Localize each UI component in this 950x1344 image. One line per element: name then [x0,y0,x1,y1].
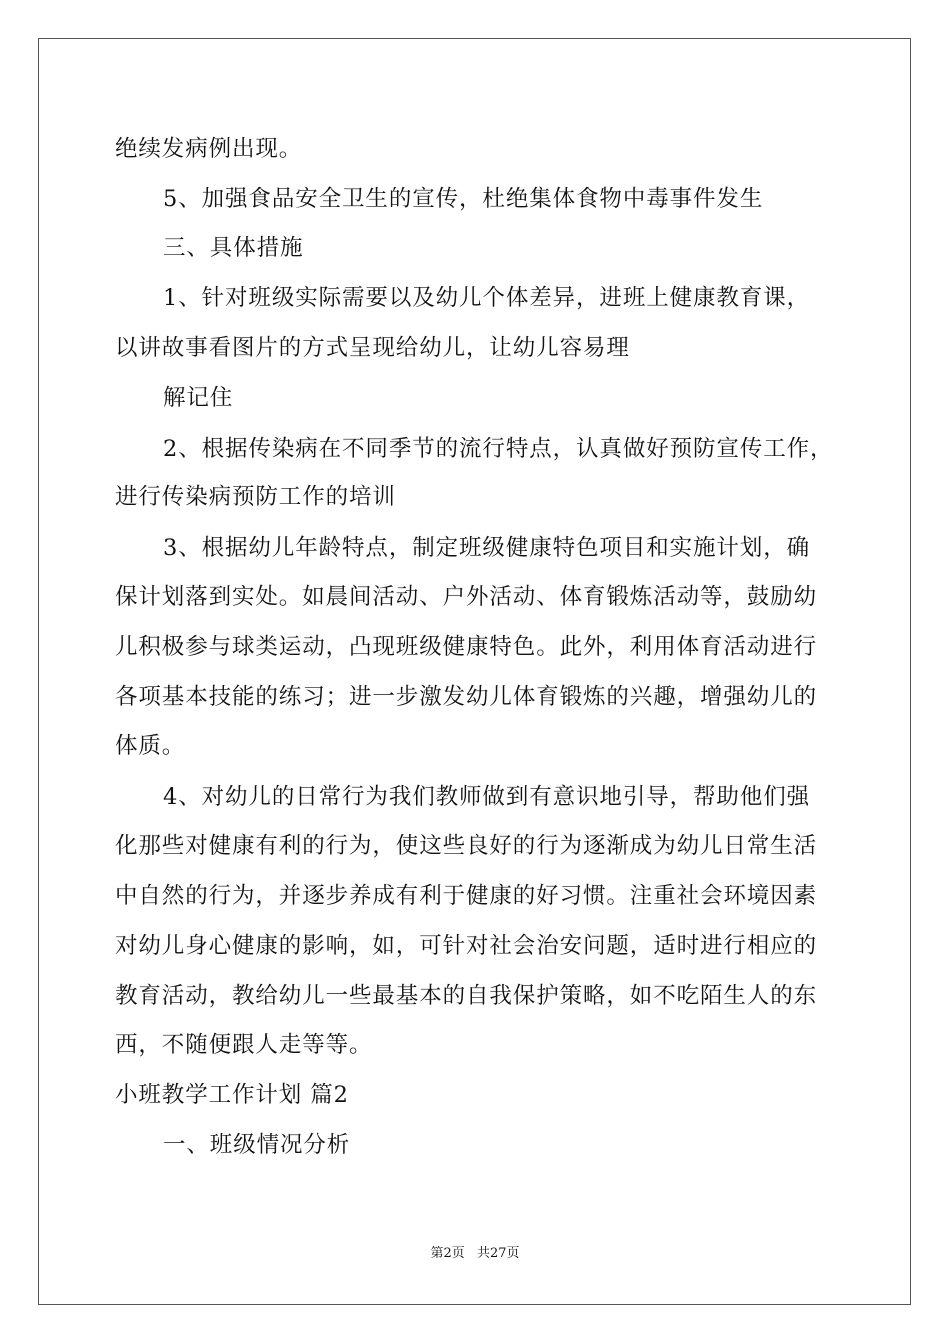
page-footer [0,1246,950,1262]
section-heading: 一、班级情况分析 [163,1132,351,1158]
paragraph-line: 解记住 [163,385,234,411]
total-pages: 共27页 [476,1246,520,1261]
paragraph-line: 4、对幼儿的日常行为我们教师做到有意识地引导，帮助他们强 [163,784,811,810]
paragraph-line: 5、加强食品安全卫生的宣传，杜绝集体食物中毒事件发生 [163,186,764,212]
page-border [38,38,911,1305]
paragraph-line: 2、根据传染病在不同季节的流行特点，认真做好预防宣传工作， [163,436,834,462]
paragraph-line: 体质。 [115,733,186,759]
paragraph-line: 以讲故事看图片的方式呈现给幼儿，让幼儿容易理 [115,335,630,361]
paragraph-line: 3、根据幼儿年龄特点，制定班级健康特色项目和实施计划，确 [163,535,811,561]
paragraph-line: 西，不随便跟人走等等。 [115,1032,373,1058]
paragraph-line: 保计划落到实处。如晨间活动、户外活动、体育锻炼活动等，鼓励幼 [115,584,818,610]
paragraph-line: 儿积极参与球类运动，凸现班级健康特色。此外，利用体育活动进行 [115,634,818,660]
paragraph-line: 对幼儿身心健康的影响，如，可针对社会治安问题，适时进行相应的 [115,933,818,959]
paragraph-line: 化那些对健康有利的行为，使这些良好的行为逐渐成为幼儿日常生活 [115,833,818,859]
paragraph-line: 教育活动，教给幼儿一些最基本的自我保护策略，如不吃陌生人的东 [115,983,818,1009]
document-title: 小班教学工作计划 篇2 [115,1082,349,1108]
section-heading: 三、具体措施 [163,235,304,261]
paragraph-line: 进行传染病预防工作的培训 [115,484,396,510]
paragraph-line: 1、针对班级实际需要以及幼儿个体差异，进班上健康教育课， [163,285,811,311]
paragraph-line: 绝续发病例出现。 [115,136,303,162]
paragraph-line: 中自然的行为，并逐步养成有利于健康的好习惯。注重社会环境因素 [115,883,818,909]
current-page: 第2页 [430,1246,465,1261]
paragraph-line: 各项基本技能的练习；进一步激发幼儿体育锻炼的兴趣，增强幼儿的 [115,684,818,710]
